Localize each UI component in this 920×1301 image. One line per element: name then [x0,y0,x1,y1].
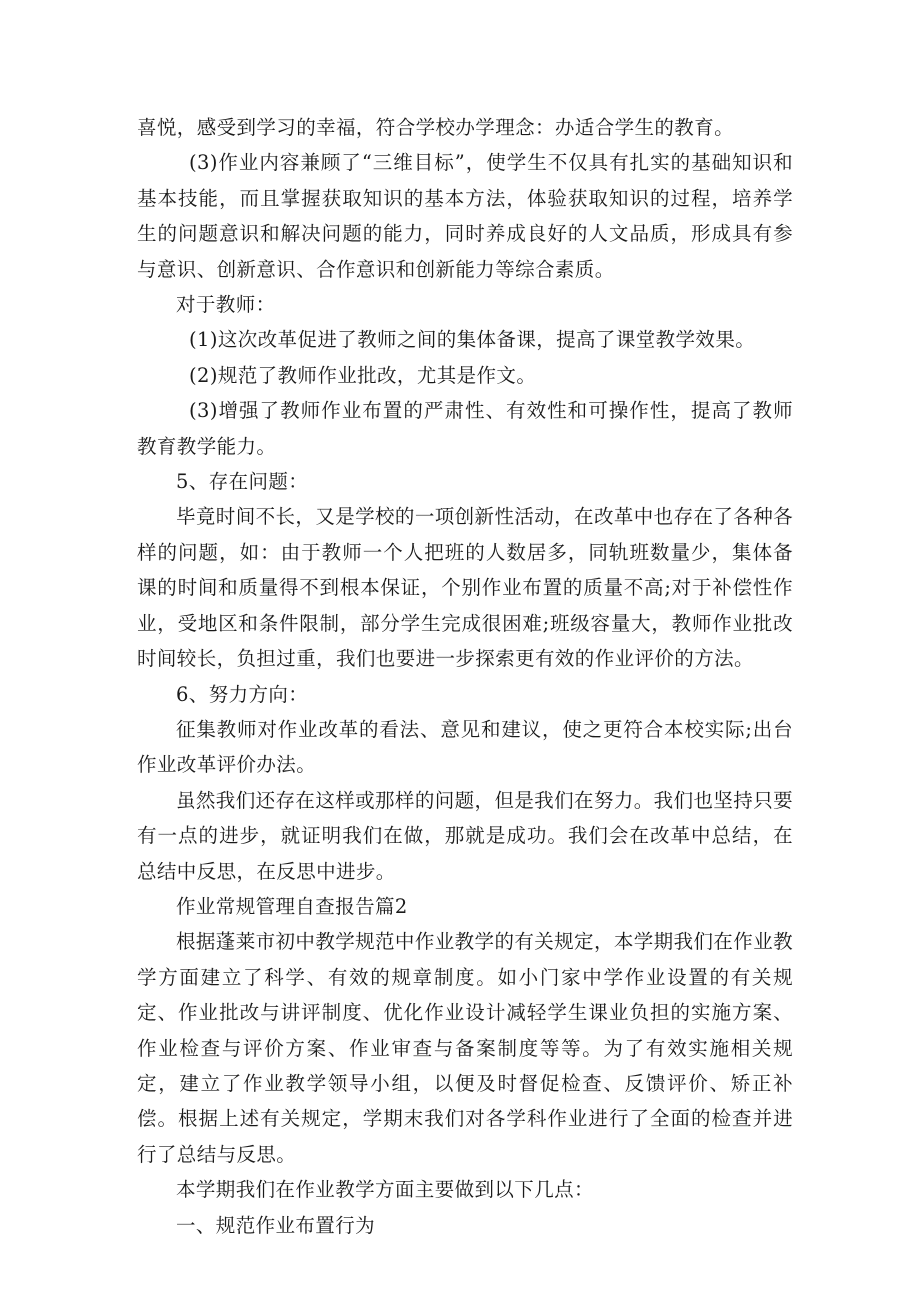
paragraph-main-points-intro: 本学期我们在作业教学方面主要做到以下几点： [176,1178,594,1202]
paragraph-problems: 毕竟时间不长，又是学校的一项创新性活动，在改革中也存在了各种各样的问题，如：由于教师一个人把班的人数居多，同轨班数量少，集体备课的时间和质量得不到根本保证，个别作业布置的质量不高;对于补偿性作业，受地区和条件限制，部分学生完成很困难;班级容量大，教师作业批改时间较长，负担过重，我们也要进一步探索更有效的作业评价的方法。 [137,505,793,671]
paragraph-regulations: 根据蓬莱市初中教学规范中作业教学的有关规定，本学期我们在作业教学方面建立了科学、有效的规章制度。如小门家中学作业设置的有关规定、作业批改与讲评制度、优化作业设计减轻学生课业负担的实施方案、作业检查与评价方案、作业审查与备案制度等等。为了有效实施相关规定，建立了作业教学领导小组，以便及时督促检查、反馈评价、矫正补偿。根据上述有关规定，学期末我们对各学科作业进行了全面的检查并进行了总结与反思。 [137,930,793,1166]
paragraph-direction: 征集教师对作业改革的看法、意见和建议，使之更符合本校实际;出台作业改革评价办法。 [137,717,793,777]
paragraph-teacher-item-3: (3)增强了教师作业布置的严肃性、有效性和可操作性，提高了教师教育教学能力。 [137,399,793,458]
paragraph-for-teachers-heading: 对于教师： [176,293,276,317]
paragraph-item-3-three-goals: (3)作业内容兼顾了“三维目标”，使学生不仅具有扎实的基础知识和基本技能，而且掌握获取知识的基本方法，体验获取知识的过程，培养学生的问题意识和解决问题的能力，同时养成良好的人文品质，形成具有参与意识、创新意识、合作意识和创新能力等综合素质。 [137,151,793,281]
paragraph-teacher-item-2: (2)规范了教师作业批改，尤其是作文。 [189,363,537,387]
paragraph-teacher-item-1: (1)这次改革促进了教师之间的集体备课，提高了课堂教学效果。 [189,328,756,352]
paragraph-conclusion: 虽然我们还存在这样或那样的问题，但是我们在努力。我们也坚持只要有一点的进步，就证明我们在做，那就是成功。我们会在改革中总结，在总结中反思，在反思中进步。 [137,788,793,883]
document-body [137,110,793,1243]
section-heading-standardize: 一、规范作业布置行为 [176,1213,376,1237]
report-title-part-2: 作业常规管理自查报告篇2 [176,894,408,918]
section-heading-direction: 6、努力方向： [176,682,309,706]
section-heading-problems: 5、存在问题： [176,470,309,494]
paragraph-continuation: 喜悦，感受到学习的幸福，符合学校办学理念：办适合学生的教育。 [137,116,735,139]
